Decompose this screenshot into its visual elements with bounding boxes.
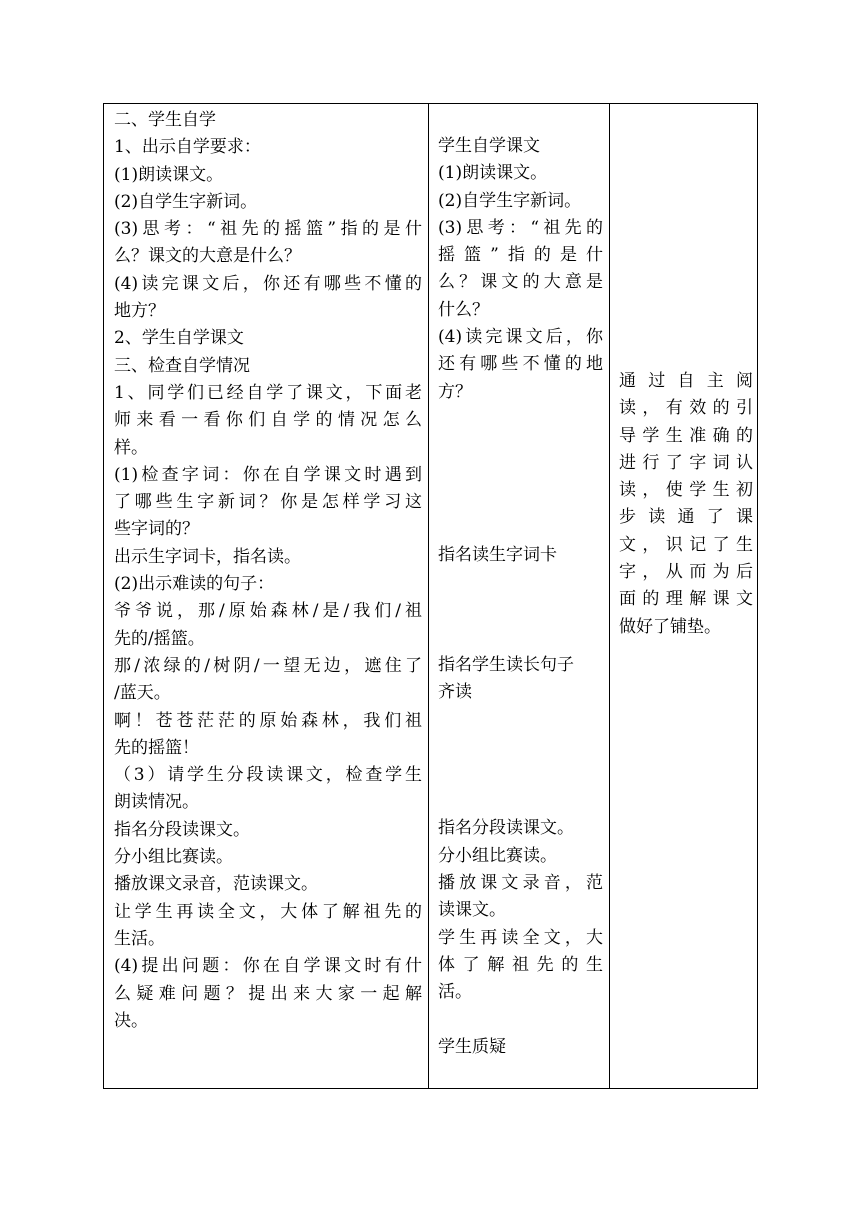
text-line: 还有哪些不懂的地 [438, 354, 603, 375]
lesson-plan-table [103, 103, 758, 1089]
text-line: 读，有效的引 [619, 398, 753, 419]
design-intent-cell [610, 104, 758, 1089]
text-line: 活。 [438, 982, 472, 1003]
teaching-process-cell [104, 104, 429, 1089]
student-activity-text [429, 104, 609, 1061]
blank-line [438, 597, 603, 624]
blank-line [438, 624, 603, 651]
text-line: (1)检查字词：你在自学课文时遇到 [114, 464, 422, 485]
blank-line [438, 1007, 603, 1034]
text-line: 指名分段读课文。 [114, 819, 250, 840]
text-line: /蓝天。 [114, 683, 171, 704]
text-line: 决。 [114, 1010, 148, 1031]
text-line: 摇篮”指的是什 [438, 245, 603, 266]
text-line: (3)思考：“祖先的 [438, 217, 603, 238]
text-line: 指名学生读长句子 [438, 654, 574, 675]
blank-line [438, 788, 603, 815]
text-line: 什么？ [438, 299, 489, 320]
text-line: 进行了字词认 [619, 452, 753, 473]
text-line: 体了解祖先的生 [438, 954, 603, 975]
text-line: 先的/摇篮。 [114, 628, 205, 649]
blank-line [438, 515, 603, 542]
text-line: 面的理解课文 [619, 589, 753, 610]
text-line: 方？ [438, 381, 472, 402]
blank-line [438, 433, 603, 460]
text-line: (2)自学生字新词。 [438, 190, 582, 211]
text-line: 步读通了课 [619, 507, 753, 528]
text-line: 文，识记了生 [619, 534, 753, 555]
text-line: 啊！苍苍茫茫的原始森林，我们祖 [114, 710, 422, 731]
text-line: 播放课文录音，范读课文。 [114, 874, 318, 895]
blank-line [438, 570, 603, 597]
text-line: 指名分段读课文。 [438, 818, 574, 839]
text-line: 分小组比赛读。 [114, 847, 233, 868]
text-line: 学生质疑 [438, 1036, 506, 1057]
text-line: 生活。 [114, 928, 165, 949]
student-activity-cell [429, 104, 610, 1089]
text-line: 分小组比赛读。 [438, 845, 557, 866]
text-line: 么？课文的大意是 [438, 272, 603, 293]
blank-line [438, 488, 603, 515]
text-line: 学生再读全文，大 [438, 927, 603, 948]
text-line: 2、学生自学课文 [114, 328, 244, 349]
text-line: (1)朗读课文。 [438, 163, 548, 184]
blank-line [438, 461, 603, 488]
text-line: (2)自学生字新词。 [114, 191, 258, 212]
text-line: 读，使学生初 [619, 480, 753, 501]
text-line: 做好了铺垫。 [619, 616, 721, 637]
table-row [104, 104, 758, 1089]
text-line: 样。 [114, 437, 148, 458]
text-line: (4)读完课文后，你 [438, 327, 603, 348]
text-line: (4)提出问题：你在自学课文时有什 [114, 956, 422, 977]
text-line: 师来看一看你们自学的情况怎么 [114, 410, 422, 431]
text-line: 爷爷说，那/原始森林/是/我们/祖 [114, 601, 422, 622]
text-line: 让学生再读全文，大体了解祖先的 [114, 901, 422, 922]
text-line: 字，从而为后 [619, 562, 753, 583]
text-line: 么疑难问题？提出来大家一起解 [114, 983, 422, 1004]
text-line: (3)思考：“祖先的摇篮”指的是什 [114, 219, 422, 240]
text-line: 先的摇篮！ [114, 737, 199, 758]
text-line: 通过自主阅 [619, 371, 753, 391]
text-line: 三、检查自学情况 [114, 355, 250, 376]
text-line: 齐读 [438, 681, 472, 702]
text-line: 二、学生自学 [114, 110, 216, 130]
text-line: 播放课文录音，范 [438, 873, 603, 894]
text-line: 读课文。 [438, 900, 506, 921]
text-line: 朗读情况。 [114, 792, 199, 813]
text-line: (2)出示难读的句子： [114, 574, 275, 595]
blank-line [438, 734, 603, 761]
text-line: 么？课文的大意是什么？ [114, 246, 301, 267]
blank-line [438, 406, 603, 433]
text-line: 些字词的？ [114, 519, 199, 540]
text-line: 地方？ [114, 301, 165, 322]
text-line: 出示生字词卡，指名读。 [114, 546, 301, 567]
text-line: （3）请学生分段读课文，检查学生 [114, 765, 422, 786]
text-line: 那/浓绿的/树阴/一望无边，遮住了 [114, 655, 422, 676]
text-line: 学生自学课文 [438, 136, 540, 156]
text-line: 导学生准确的 [619, 425, 753, 446]
text-line: 了哪些生字新词？你是怎样学习这 [114, 492, 422, 513]
text-line: (4)读完课文后，你还有哪些不懂的 [114, 273, 422, 294]
blank-line [438, 761, 603, 788]
text-line: 1、同学们已经自学了课文，下面老 [114, 382, 422, 403]
text-line: (1)朗读课文。 [114, 164, 224, 185]
text-line: 指名读生字词卡 [438, 545, 557, 566]
text-line: 1、出示自学要求： [114, 137, 261, 158]
teaching-process-text [104, 104, 428, 1035]
blank-line [438, 706, 603, 733]
design-intent-text [610, 104, 757, 641]
